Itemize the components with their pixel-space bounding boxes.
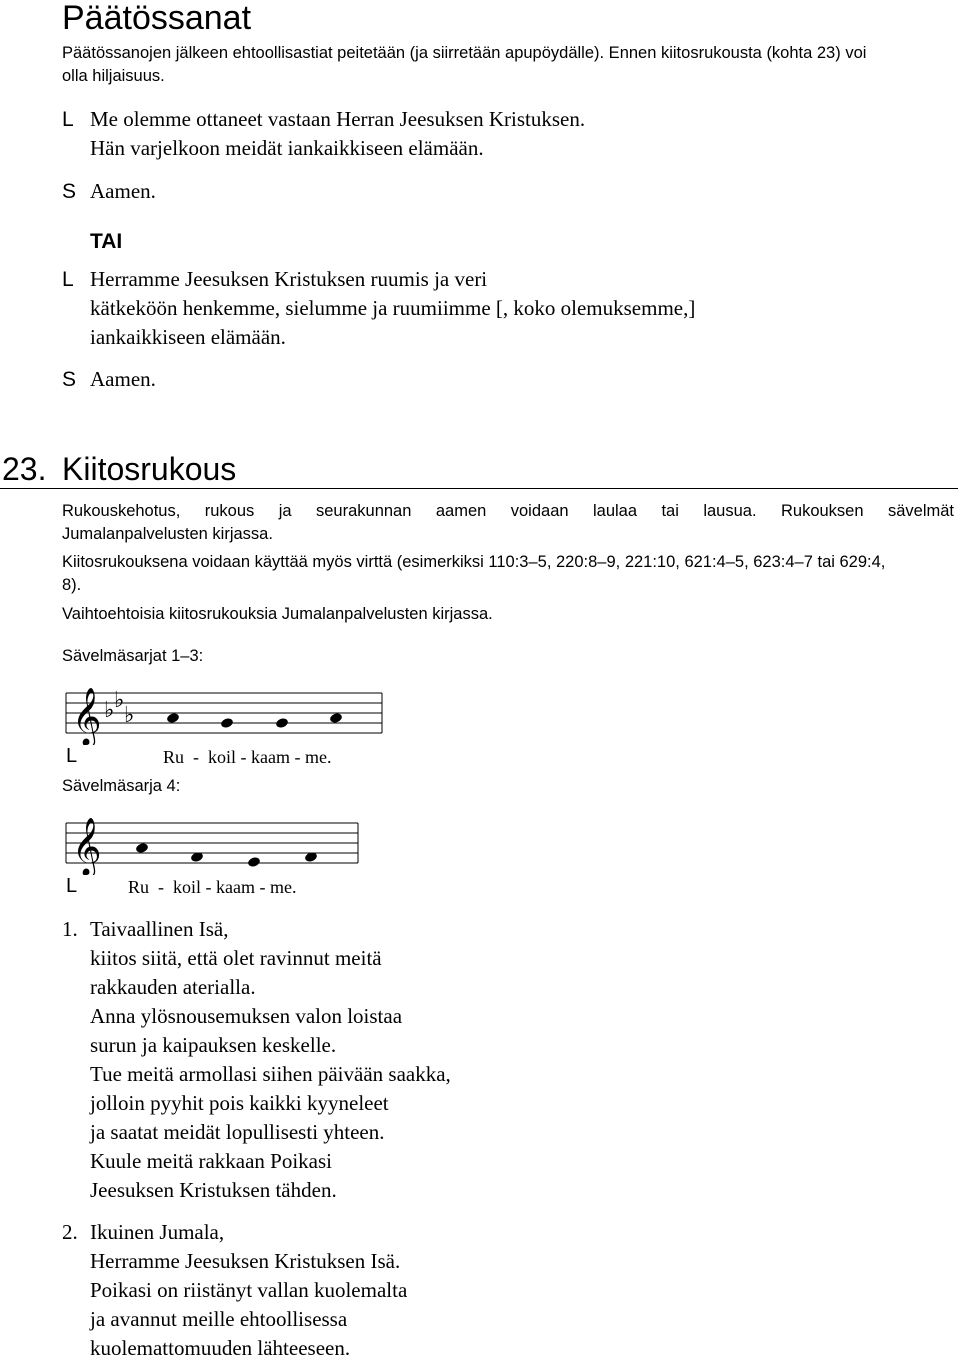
speaker-s: S — [62, 180, 77, 203]
or-label: TAI — [90, 230, 123, 253]
note-icon — [220, 717, 234, 729]
dialog1-s-text: Aamen. — [90, 179, 156, 203]
note-icon — [247, 856, 261, 868]
rubric-line: Jumalanpalvelusten kirjassa. — [62, 525, 273, 543]
speaker-l: L — [62, 268, 74, 291]
melody1-staff — [60, 675, 390, 745]
speaker-l: L — [62, 108, 74, 131]
speaker-s: S — [62, 368, 77, 391]
melody1-label: Sävelmäsarjat 1–3: — [62, 647, 204, 665]
rubric-line: Kiitosrukouksena voidaan käyttää myös virttä (esimerkiksi 110:3–5, 220:8–9, 221:10, 621:4–5, 623:4–7 tai 629:4, — [62, 553, 886, 571]
text-line: Hän varjelkoon meidät iankaikkiseen elämään. — [90, 136, 484, 160]
rubric-3: Vaihtoehtoisia kiitosrukouksia Jumalanpalvelusten kirjassa. — [62, 605, 493, 623]
prayer-line: Jeesuksen Kristuksen tähden. — [90, 1178, 337, 1202]
intro-rubric-line: Päätössanojen jälkeen ehtoollisastiat peitetään (ja siirretään apupöydälle). Ennen kiitosrukousta (kohta 23) voi — [62, 44, 867, 62]
prayer-line: Kuule meitä rakkaan Poikasi — [90, 1149, 333, 1173]
prayer-line: rakkauden aterialla. — [90, 975, 256, 999]
dialog2-s-text: Aamen. — [90, 367, 156, 391]
text-line: iankaikkiseen elämään. — [90, 325, 286, 349]
text-line: Herramme Jeesuksen Kristuksen ruumis ja veri — [90, 267, 488, 291]
intro-rubric — [62, 42, 866, 88]
section-divider — [0, 488, 958, 489]
flat-icon: ♭ — [124, 703, 135, 728]
rubric-line: Rukouskehotus, rukous ja seurakunnan aamen voidaan laulaa tai lausua. Rukouksen sävelmät — [62, 502, 954, 520]
rubric-line: 8). — [62, 576, 82, 594]
prayer-number: 1. — [62, 917, 78, 941]
prayer-line: ja saatat meidät lopullisesti yhteen. — [90, 1120, 385, 1144]
prayer-line: jolloin pyyhit pois kaikki kyyneleet — [90, 1091, 389, 1115]
prayer-line: Ikuinen Jumala, — [90, 1220, 225, 1244]
prayer-line: Poikasi on riistänyt vallan kuolemalta — [90, 1278, 408, 1302]
note-icon — [329, 712, 343, 724]
treble-clef-icon: 𝄞 — [72, 817, 102, 875]
prayer-2-text — [90, 1218, 407, 1363]
melody2-lyrics: Ru - koil - kaam - me. — [128, 877, 297, 897]
text-line: Me olemme ottaneet vastaan Herran Jeesuksen Kristuksen. — [90, 107, 586, 131]
intro-rubric-line: olla hiljaisuus. — [62, 67, 165, 85]
page-title: Päätössanat — [62, 0, 252, 37]
rubric-2 — [62, 551, 954, 597]
prayer-line: kiitos siitä, että olet ravinnut meitä — [90, 946, 382, 970]
flat-icon: ♭ — [114, 688, 125, 713]
dialog2-l-text — [90, 265, 695, 352]
text-line: kätkeköön henkemme, sielumme ja ruumiimme [, koko olemuksemme,] — [90, 296, 696, 320]
note-icon — [275, 717, 289, 729]
flat-icon: ♭ — [104, 698, 115, 723]
prayer-line: Herramme Jeesuksen Kristuksen Isä. — [90, 1249, 401, 1273]
treble-clef-icon: 𝄞 — [72, 687, 102, 745]
prayer-1-text — [90, 915, 451, 1205]
melody1-lyrics: Ru - koil - kaam - me. — [163, 747, 332, 767]
rubric-1 — [62, 500, 954, 546]
prayer-line: Taivaallinen Isä, — [90, 917, 229, 941]
prayer-line: kuolemattomuuden lähteeseen. — [90, 1336, 351, 1360]
dialog1-l-text — [90, 105, 585, 163]
prayer-line: surun ja kaipauksen keskelle. — [90, 1033, 337, 1057]
section-number: 23. — [2, 451, 47, 487]
prayer-line: ja avannut meille ehtoollisessa — [90, 1307, 348, 1331]
melody2-speaker: L — [66, 875, 78, 897]
melody2-label: Sävelmäsarja 4: — [62, 777, 181, 795]
melody1-speaker: L — [66, 745, 78, 767]
section-title: Kiitosrukous — [62, 451, 237, 487]
prayer-line: Tue meitä armollasi siihen päivään saakka, — [90, 1062, 451, 1086]
note-icon — [135, 842, 149, 854]
prayer-line: Anna ylösnousemuksen valon loistaa — [90, 1004, 403, 1028]
note-icon — [166, 712, 180, 724]
melody2-staff — [60, 805, 365, 875]
prayer-number: 2. — [62, 1220, 78, 1244]
